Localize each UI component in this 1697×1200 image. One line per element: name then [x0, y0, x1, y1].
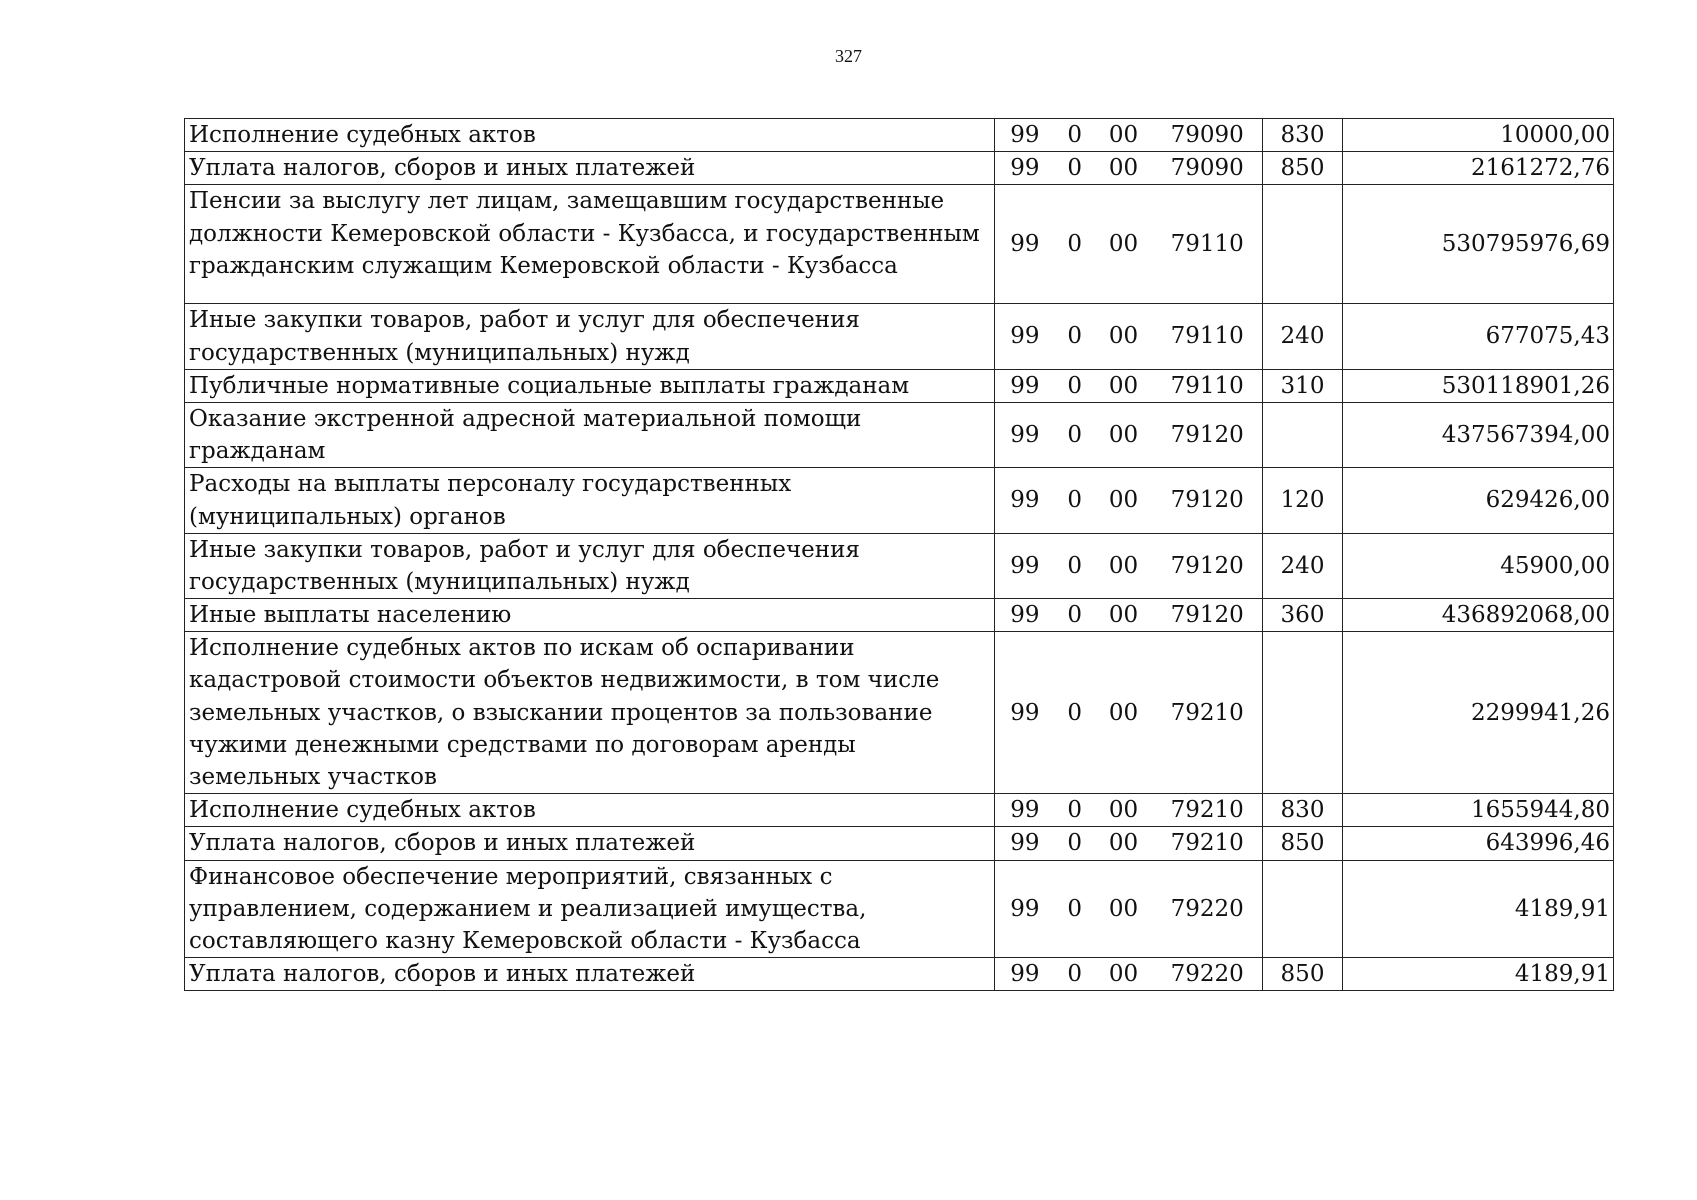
group-code: 00: [1108, 155, 1139, 182]
direction-code: 79120: [1170, 602, 1244, 629]
expense-name: Иные закупки товаров, работ и услуг для обеспечения государственных (муниципальных) нужд: [185, 304, 995, 369]
amount: 436892068,00: [1343, 599, 1614, 632]
expense-type-code: [1263, 632, 1343, 794]
subprogram-code: 0: [1067, 699, 1083, 726]
amount: 437567394,00: [1343, 402, 1614, 467]
group-code: 00: [1108, 552, 1139, 579]
target-article-code: [995, 119, 1263, 152]
program-code: 99: [1010, 422, 1040, 449]
table-row: [185, 369, 1614, 402]
program-code: 99: [1010, 552, 1040, 579]
amount: 629426,00: [1343, 468, 1614, 533]
subprogram-code: 0: [1067, 122, 1083, 148]
table-row: [185, 533, 1614, 598]
group-code: 00: [1108, 372, 1139, 399]
table-row: [185, 402, 1614, 467]
direction-code: 79110: [1170, 372, 1244, 399]
expense-type-code: 240: [1263, 533, 1343, 598]
subprogram-code: 0: [1067, 797, 1083, 824]
target-article-code: [995, 794, 1263, 827]
expense-type-code: 850: [1263, 152, 1343, 185]
expense-type-code: 120: [1263, 468, 1343, 533]
program-code: 99: [1010, 797, 1040, 824]
expense-type-code: 830: [1263, 119, 1343, 152]
direction-code: 79110: [1170, 323, 1244, 350]
amount: 643996,46: [1343, 827, 1614, 860]
target-article-code: [995, 860, 1263, 958]
target-article-code: [995, 533, 1263, 598]
program-code: 99: [1010, 122, 1040, 148]
subprogram-code: 0: [1067, 961, 1083, 988]
direction-code: 79220: [1170, 961, 1244, 988]
table-row: [185, 152, 1614, 185]
expense-name: Уплата налогов, сборов и иных платежей: [185, 827, 995, 860]
group-code: 00: [1108, 830, 1139, 857]
program-code: 99: [1010, 602, 1040, 629]
group-code: 00: [1108, 231, 1139, 258]
program-code: 99: [1010, 830, 1040, 857]
expense-name: Финансовое обеспечение мероприятий, связанных с управлением, содержанием и реализацией имущества, составляющего казну Кемеровской области - Кузбасса: [185, 860, 995, 958]
expense-name: Иные выплаты населению: [185, 599, 995, 632]
program-code: 99: [1010, 231, 1040, 258]
target-article-code: [995, 304, 1263, 369]
subprogram-code: 0: [1067, 422, 1083, 449]
expense-type-code: 830: [1263, 794, 1343, 827]
amount: 2161272,76: [1343, 152, 1614, 185]
target-article-code: [995, 185, 1263, 304]
amount: 530118901,26: [1343, 369, 1614, 402]
budget-table-body: [185, 119, 1614, 991]
group-code: 00: [1108, 797, 1139, 824]
table-row: [185, 599, 1614, 632]
group-code: 00: [1108, 699, 1139, 726]
target-article-code: [995, 152, 1263, 185]
target-article-code: [995, 827, 1263, 860]
expense-type-code: [1263, 860, 1343, 958]
expense-type-code: [1263, 185, 1343, 304]
table-row: [185, 632, 1614, 794]
subprogram-code: 0: [1067, 372, 1083, 399]
expense-name: Уплата налогов, сборов и иных платежей: [185, 958, 995, 991]
expense-name: Исполнение судебных актов: [185, 119, 995, 152]
expense-type-code: 360: [1263, 599, 1343, 632]
page-number: 327: [835, 46, 862, 66]
direction-code: 79120: [1170, 552, 1244, 579]
group-code: 00: [1108, 895, 1139, 922]
target-article-code: [995, 599, 1263, 632]
budget-table: [184, 118, 1614, 991]
table-row: [185, 185, 1614, 304]
subprogram-code: 0: [1067, 487, 1083, 514]
expense-type-code: 850: [1263, 958, 1343, 991]
expense-name: Пенсии за выслугу лет лицам, замещавшим государственные должности Кемеровской области - Кузбасса, и государственным гражданским служащим Кемеровской области - Кузбасса: [185, 185, 995, 304]
expense-name: Иные закупки товаров, работ и услуг для обеспечения государственных (муниципальных) нужд: [185, 533, 995, 598]
expense-name: Уплата налогов, сборов и иных платежей: [185, 152, 995, 185]
amount: 4189,91: [1343, 958, 1614, 991]
program-code: 99: [1010, 895, 1040, 922]
target-article-code: [995, 468, 1263, 533]
program-code: 99: [1010, 699, 1040, 726]
direction-code: 79210: [1170, 699, 1244, 726]
direction-code: 79220: [1170, 895, 1244, 922]
direction-code: 79120: [1170, 487, 1244, 514]
target-article-code: [995, 402, 1263, 467]
program-code: 99: [1010, 155, 1040, 182]
program-code: 99: [1010, 961, 1040, 988]
program-code: 99: [1010, 323, 1040, 350]
expense-name: Исполнение судебных актов: [185, 794, 995, 827]
subprogram-code: 0: [1067, 323, 1083, 350]
direction-code: 79210: [1170, 797, 1244, 824]
amount: 2299941,26: [1343, 632, 1614, 794]
group-code: 00: [1108, 422, 1139, 449]
table-row: [185, 468, 1614, 533]
direction-code: 79090: [1170, 122, 1244, 148]
subprogram-code: 0: [1067, 895, 1083, 922]
expense-type-code: 850: [1263, 827, 1343, 860]
subprogram-code: 0: [1067, 552, 1083, 579]
amount: 677075,43: [1343, 304, 1614, 369]
group-code: 00: [1108, 602, 1139, 629]
table-row: [185, 304, 1614, 369]
amount: 45900,00: [1343, 533, 1614, 598]
table-row: [185, 860, 1614, 958]
group-code: 00: [1108, 323, 1139, 350]
target-article-code: [995, 958, 1263, 991]
direction-code: 79120: [1170, 422, 1244, 449]
target-article-code: [995, 369, 1263, 402]
target-article-code: [995, 632, 1263, 794]
table-row: [185, 794, 1614, 827]
group-code: 00: [1108, 122, 1139, 148]
amount: 1655944,80: [1343, 794, 1614, 827]
program-code: 99: [1010, 372, 1040, 399]
amount: 10000,00: [1343, 119, 1614, 152]
expense-type-code: 240: [1263, 304, 1343, 369]
program-code: 99: [1010, 487, 1040, 514]
group-code: 00: [1108, 487, 1139, 514]
table-row: [185, 958, 1614, 991]
expense-type-code: 310: [1263, 369, 1343, 402]
expense-name: Расходы на выплаты персоналу государственных (муниципальных) органов: [185, 468, 995, 533]
amount: 4189,91: [1343, 860, 1614, 958]
subprogram-code: 0: [1067, 602, 1083, 629]
expense-name: Публичные нормативные социальные выплаты гражданам: [185, 369, 995, 402]
direction-code: 79090: [1170, 155, 1244, 182]
table-row: [185, 119, 1614, 152]
subprogram-code: 0: [1067, 231, 1083, 258]
table-row: [185, 827, 1614, 860]
subprogram-code: 0: [1067, 830, 1083, 857]
expense-name: Исполнение судебных актов по искам об оспаривании кадастровой стоимости объектов недвижимости, в том числе земельных участков, о взыскании процентов за пользование чужими денежными средствами по договорам аренды земельных участков: [185, 632, 995, 794]
subprogram-code: 0: [1067, 155, 1083, 182]
amount: 530795976,69: [1343, 185, 1614, 304]
direction-code: 79210: [1170, 830, 1244, 857]
direction-code: 79110: [1170, 231, 1244, 258]
group-code: 00: [1108, 961, 1139, 988]
expense-type-code: [1263, 402, 1343, 467]
expense-name: Оказание экстренной адресной материальной помощи гражданам: [185, 402, 995, 467]
